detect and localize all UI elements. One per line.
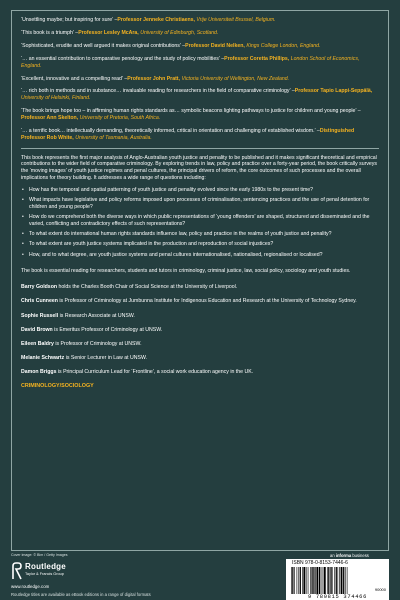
quote-text: ‘… rich both in methods and in substance… invaluable reading for researchers in the field of comparative criminology’ – xyxy=(21,88,295,95)
author-description: is Emeritus Professor of Criminology at UNSW. xyxy=(52,326,163,333)
endorsement-quote xyxy=(21,128,379,142)
author-description: is Research Associate at UNSW. xyxy=(58,312,135,319)
question-text: What impacts have legislative and policy reforms imposed upon processes of criminalisation, sentencing practices and the use of penal detention for children and young people? xyxy=(29,196,370,210)
endorsement-list xyxy=(21,17,379,141)
question-item xyxy=(21,197,379,211)
author-name: Chris Cunneen xyxy=(21,298,58,305)
isbn-label: ISBN 978-0-8153-7446-6 xyxy=(292,560,348,566)
question-item xyxy=(21,187,379,194)
question-text: How do we comprehend both the diverse ways in which public representations of ‘young offenders’ are shaped, structured and disseminated and the varied, conflicting and contradictory effects of such representations? xyxy=(29,213,370,227)
quote-text: ‘… a terrific book… intellectually demanding, theoretically informed, critical in orientation and challenging of established wisdom.’ – xyxy=(21,127,320,134)
question-text: To what extent do international human rights standards influence law, policy and practice in the realms of youth justice and penality? xyxy=(29,231,332,238)
quote-text: ‘Sophisticated, erudite and well argued it makes original contributions’ – xyxy=(21,42,186,49)
divider xyxy=(21,148,379,149)
bullet-icon: • xyxy=(22,241,24,248)
author-bio xyxy=(21,284,379,291)
publisher-group: Taylor & Francis Group xyxy=(25,572,64,576)
publisher-website[interactable]: www.routledge.com xyxy=(11,584,50,589)
endorsement-quote xyxy=(21,17,379,24)
question-text: How has the temporal and spatial patterning of youth justice and penality evolved since the early 1980s to the present time? xyxy=(29,186,314,193)
endorsement-quote xyxy=(21,88,379,102)
author-name: Barry Goldson xyxy=(21,284,58,291)
question-item xyxy=(21,252,379,259)
question-list xyxy=(21,187,379,259)
bullet-icon: • xyxy=(22,213,24,220)
quote-author: Professor David Nelken, xyxy=(185,42,245,49)
quote-text: ‘The book brings hope too – in affirming human rights standards as… symbolic beacons lighting pathways to justice for children and young people’ – xyxy=(21,108,361,115)
bullet-icon: • xyxy=(22,196,24,203)
author-name: Eileen Baldry xyxy=(21,340,54,347)
quote-institution: Victoria University of Wellington, New Zealand. xyxy=(181,75,290,82)
cover-image-credit: Cover image: © Bim / Getty Images xyxy=(11,553,68,557)
author-description: holds the Charles Booth Chair of Social Science at the University of Liverpool. xyxy=(57,284,238,291)
back-cover-panel xyxy=(11,10,389,551)
quote-institution: London School of Economics, England. xyxy=(21,55,360,69)
endorsement-quote xyxy=(21,76,379,83)
quote-author: Professor Tapio Lappi-Seppälä, xyxy=(294,88,373,95)
barcode-digits: 9 780815 374466 xyxy=(307,594,368,600)
bullet-icon: • xyxy=(22,251,24,258)
quote-text: ‘Excellent, innovative and a compelling read’ – xyxy=(21,75,128,82)
author-description: is Professor of Criminology at Jumbunna Institute for Indigenous Education and Research at the University of Technology Sydney. xyxy=(57,298,357,305)
quote-text: ‘Unsettling maybe; but inspiring for sure’ – xyxy=(21,17,118,23)
author-name: Damon Briggs xyxy=(21,369,57,376)
informa-brand: an informa business xyxy=(330,553,369,558)
author-bio xyxy=(21,298,379,305)
question-item xyxy=(21,214,379,228)
question-text: To what extent are youth justice systems implicated in the production and reproduction of social injustices? xyxy=(29,241,274,248)
quote-institution: Vrije Universiteit Brussel, Belgium. xyxy=(196,17,276,23)
quote-institution: University of Pretoria, South Africa. xyxy=(79,114,161,121)
quote-text: ‘This book is a triumph’ – xyxy=(21,29,79,36)
bullet-icon: • xyxy=(22,231,24,238)
author-bio xyxy=(21,341,379,348)
audience-statement: The book is essential reading for researchers, students and tutors in criminology, criminal justice, law, social policy, sociology and youth studies. xyxy=(21,268,351,275)
ebook-note: Routledge titles are available as eBook editions in a range of digital formats xyxy=(11,592,151,597)
book-description: This book represents the first major analysis of Anglo-Australian youth justice and penality to be published and it makes significant theoretical and empirical contributions to the wider field of comparative criminology. By exploring trends in law, policy and practice over a forty-year period, the book critically surveys the ‘moving images’ of youth justice regimes and penal cultures, the principal drivers of reform, the core outcomes of such processes and the overall implications for theory building. It addresses a wide range of questions including: xyxy=(21,154,377,181)
quote-author: Professor Coretta Phillips, xyxy=(224,55,290,62)
quote-institution: University of Tasmania, Australia. xyxy=(75,134,152,141)
question-item xyxy=(21,241,379,248)
author-bio xyxy=(21,313,379,320)
quote-author: Distinguished Professor Rob White, xyxy=(21,127,355,141)
question-item xyxy=(21,231,379,238)
author-name: David Brown xyxy=(21,326,53,333)
routledge-logo-icon xyxy=(11,562,23,580)
price-code: 90000 xyxy=(374,587,386,592)
author-bio xyxy=(21,327,379,334)
quote-institution: University of Helsinki, Finland. xyxy=(21,95,91,102)
quote-institution: University of Edinburgh, Scotland. xyxy=(140,29,219,36)
author-bios xyxy=(21,284,379,376)
author-bio xyxy=(21,355,379,362)
quote-author: Professor John Pratt, xyxy=(127,75,180,82)
quote-author: Professor Lesley McAra, xyxy=(78,29,139,36)
isbn-barcode-box xyxy=(286,559,389,600)
author-description: is Professor of Criminology at UNSW. xyxy=(53,340,142,347)
author-description: is Principal Curriculum Lead for ‘Frontline’, a social work education agency in the UK. xyxy=(56,369,254,376)
quote-author: Professor Jenneke Christiaens, xyxy=(117,17,195,23)
endorsement-quote xyxy=(21,56,379,70)
quote-institution: Kings College London, England. xyxy=(246,42,321,49)
author-name: Melanie Schwartz xyxy=(21,354,65,361)
quote-author: Professor Ann Skelton, xyxy=(21,114,79,121)
quote-text: ‘… an essential contribution to comparative penology and the study of policy mobilities’ – xyxy=(21,55,225,62)
endorsement-quote xyxy=(21,43,379,50)
endorsement-quote xyxy=(21,30,379,37)
author-bio xyxy=(21,369,379,376)
author-description: is Senior Lecturer in Law at UNSW. xyxy=(64,354,147,361)
question-text: How, and to what degree, are youth justice systems and penal cultures internationalised, nationalised, regionalised or localised? xyxy=(29,251,323,258)
author-name: Sophie Russell xyxy=(21,312,59,319)
publisher-logo xyxy=(11,562,101,582)
publisher-name: Routledge xyxy=(25,562,66,571)
subject-category: CRIMINOLOGY/SOCIOLOGY xyxy=(21,383,94,390)
barcode-icon xyxy=(290,567,385,595)
bullet-icon: • xyxy=(22,186,24,193)
endorsement-quote xyxy=(21,108,379,122)
